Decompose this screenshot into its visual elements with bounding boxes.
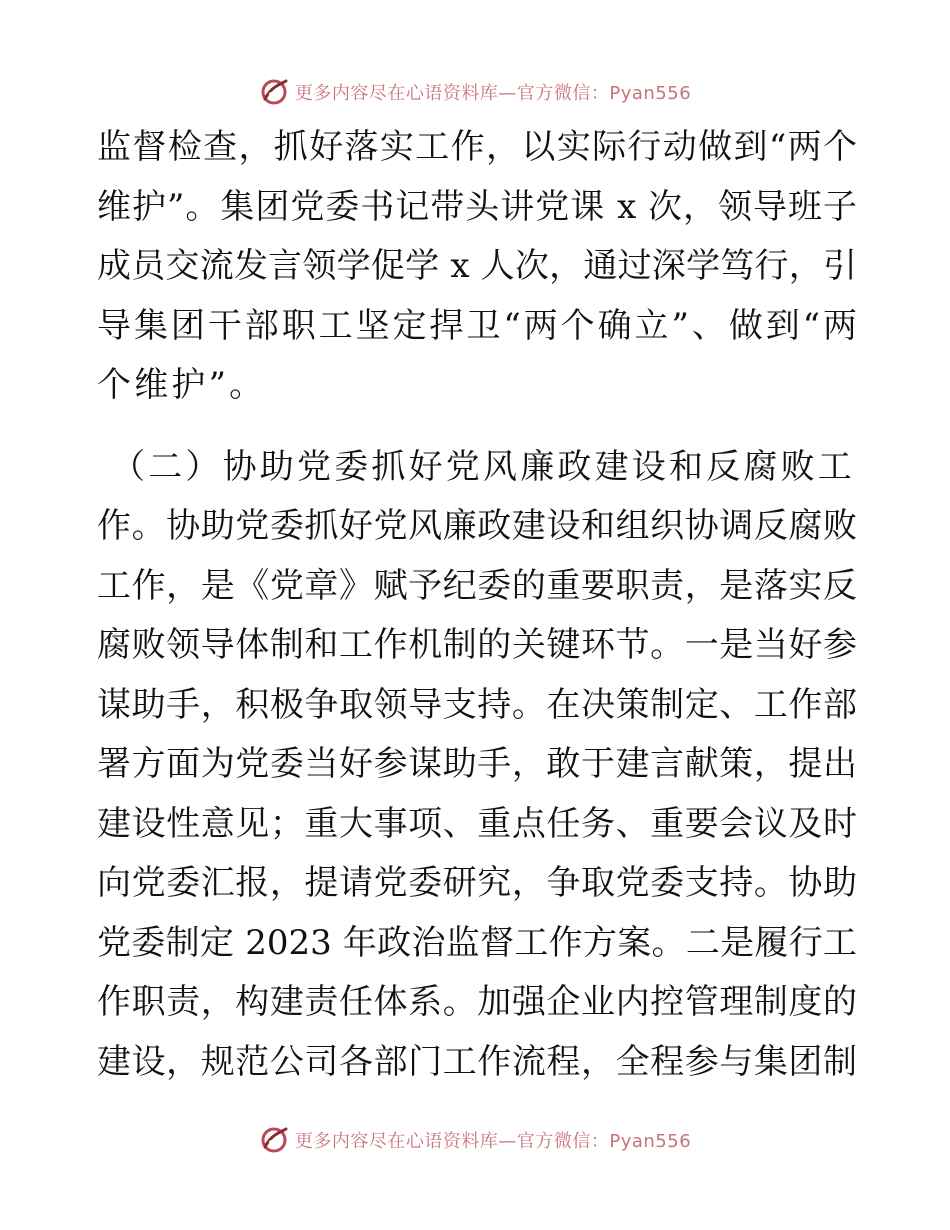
- text-line: 工作，是《党章》赋予纪委的重要职责，是落实反: [97, 565, 857, 606]
- header-banner: [0, 72, 950, 112]
- section-heading-line: （二）协助党委抓好党风廉政建设和反腐败工: [111, 446, 855, 487]
- text-line: 成员交流发言领学促学 x 人次，通过深学笃行，引: [97, 246, 857, 286]
- footer-banner: [0, 1120, 950, 1160]
- header-banner-text: [295, 79, 691, 105]
- text-line: 监督检查，抓好落实工作，以实际行动做到“两个: [97, 127, 857, 167]
- text-line: 个维护”。: [97, 365, 267, 405]
- text-line: 署方面为党委当好参谋助手，敢于建言献策，提出: [97, 744, 857, 784]
- header-dash: —: [498, 83, 517, 104]
- text-line: 导集团干部职工坚定捍卫“两个确立”、做到“两: [97, 305, 857, 346]
- text-line: 建设，规范公司各部门工作流程，全程参与集团制: [97, 1041, 857, 1082]
- paragraph-2: [97, 438, 857, 1093]
- footer-dash: —: [498, 1131, 517, 1152]
- paragraph-gap: [97, 416, 857, 438]
- brush-swirl-logo-icon: [259, 77, 289, 107]
- paragraph-1: [97, 118, 857, 416]
- text-line: 建设性意见；重大事项、重点任务、重要会议及时: [97, 803, 857, 844]
- header-library-name: 更多内容尽在心语资料库: [294, 83, 499, 104]
- text-line: 党委制定 2023 年政治监督工作方案。二是履行工: [97, 922, 857, 963]
- footer-library-name: 更多内容尽在心语资料库: [294, 1131, 499, 1152]
- brush-swirl-logo-icon: [259, 1125, 289, 1155]
- text-line: 维护”。集团党委书记带头讲党课 x 次，领导班子: [97, 186, 857, 227]
- text-line: 谋助手，积极争取领导支持。在决策制定、工作部: [97, 684, 857, 725]
- text-line: 腐败领导体制和工作机制的关键环节。一是当好参: [97, 625, 857, 665]
- footer-banner-text: [295, 1127, 691, 1153]
- header-contact: 官方微信：Pyan556: [516, 83, 692, 104]
- text-line: 作。协助党委抓好党风廉政建设和组织协调反腐败: [97, 506, 857, 546]
- text-line: 向党委汇报，提请党委研究，争取党委支持。协助: [97, 863, 857, 903]
- text-line: 作职责，构建责任体系。加强企业内控管理制度的: [97, 982, 857, 1022]
- document-body: [97, 118, 857, 1092]
- footer-contact: 官方微信：Pyan556: [516, 1131, 692, 1152]
